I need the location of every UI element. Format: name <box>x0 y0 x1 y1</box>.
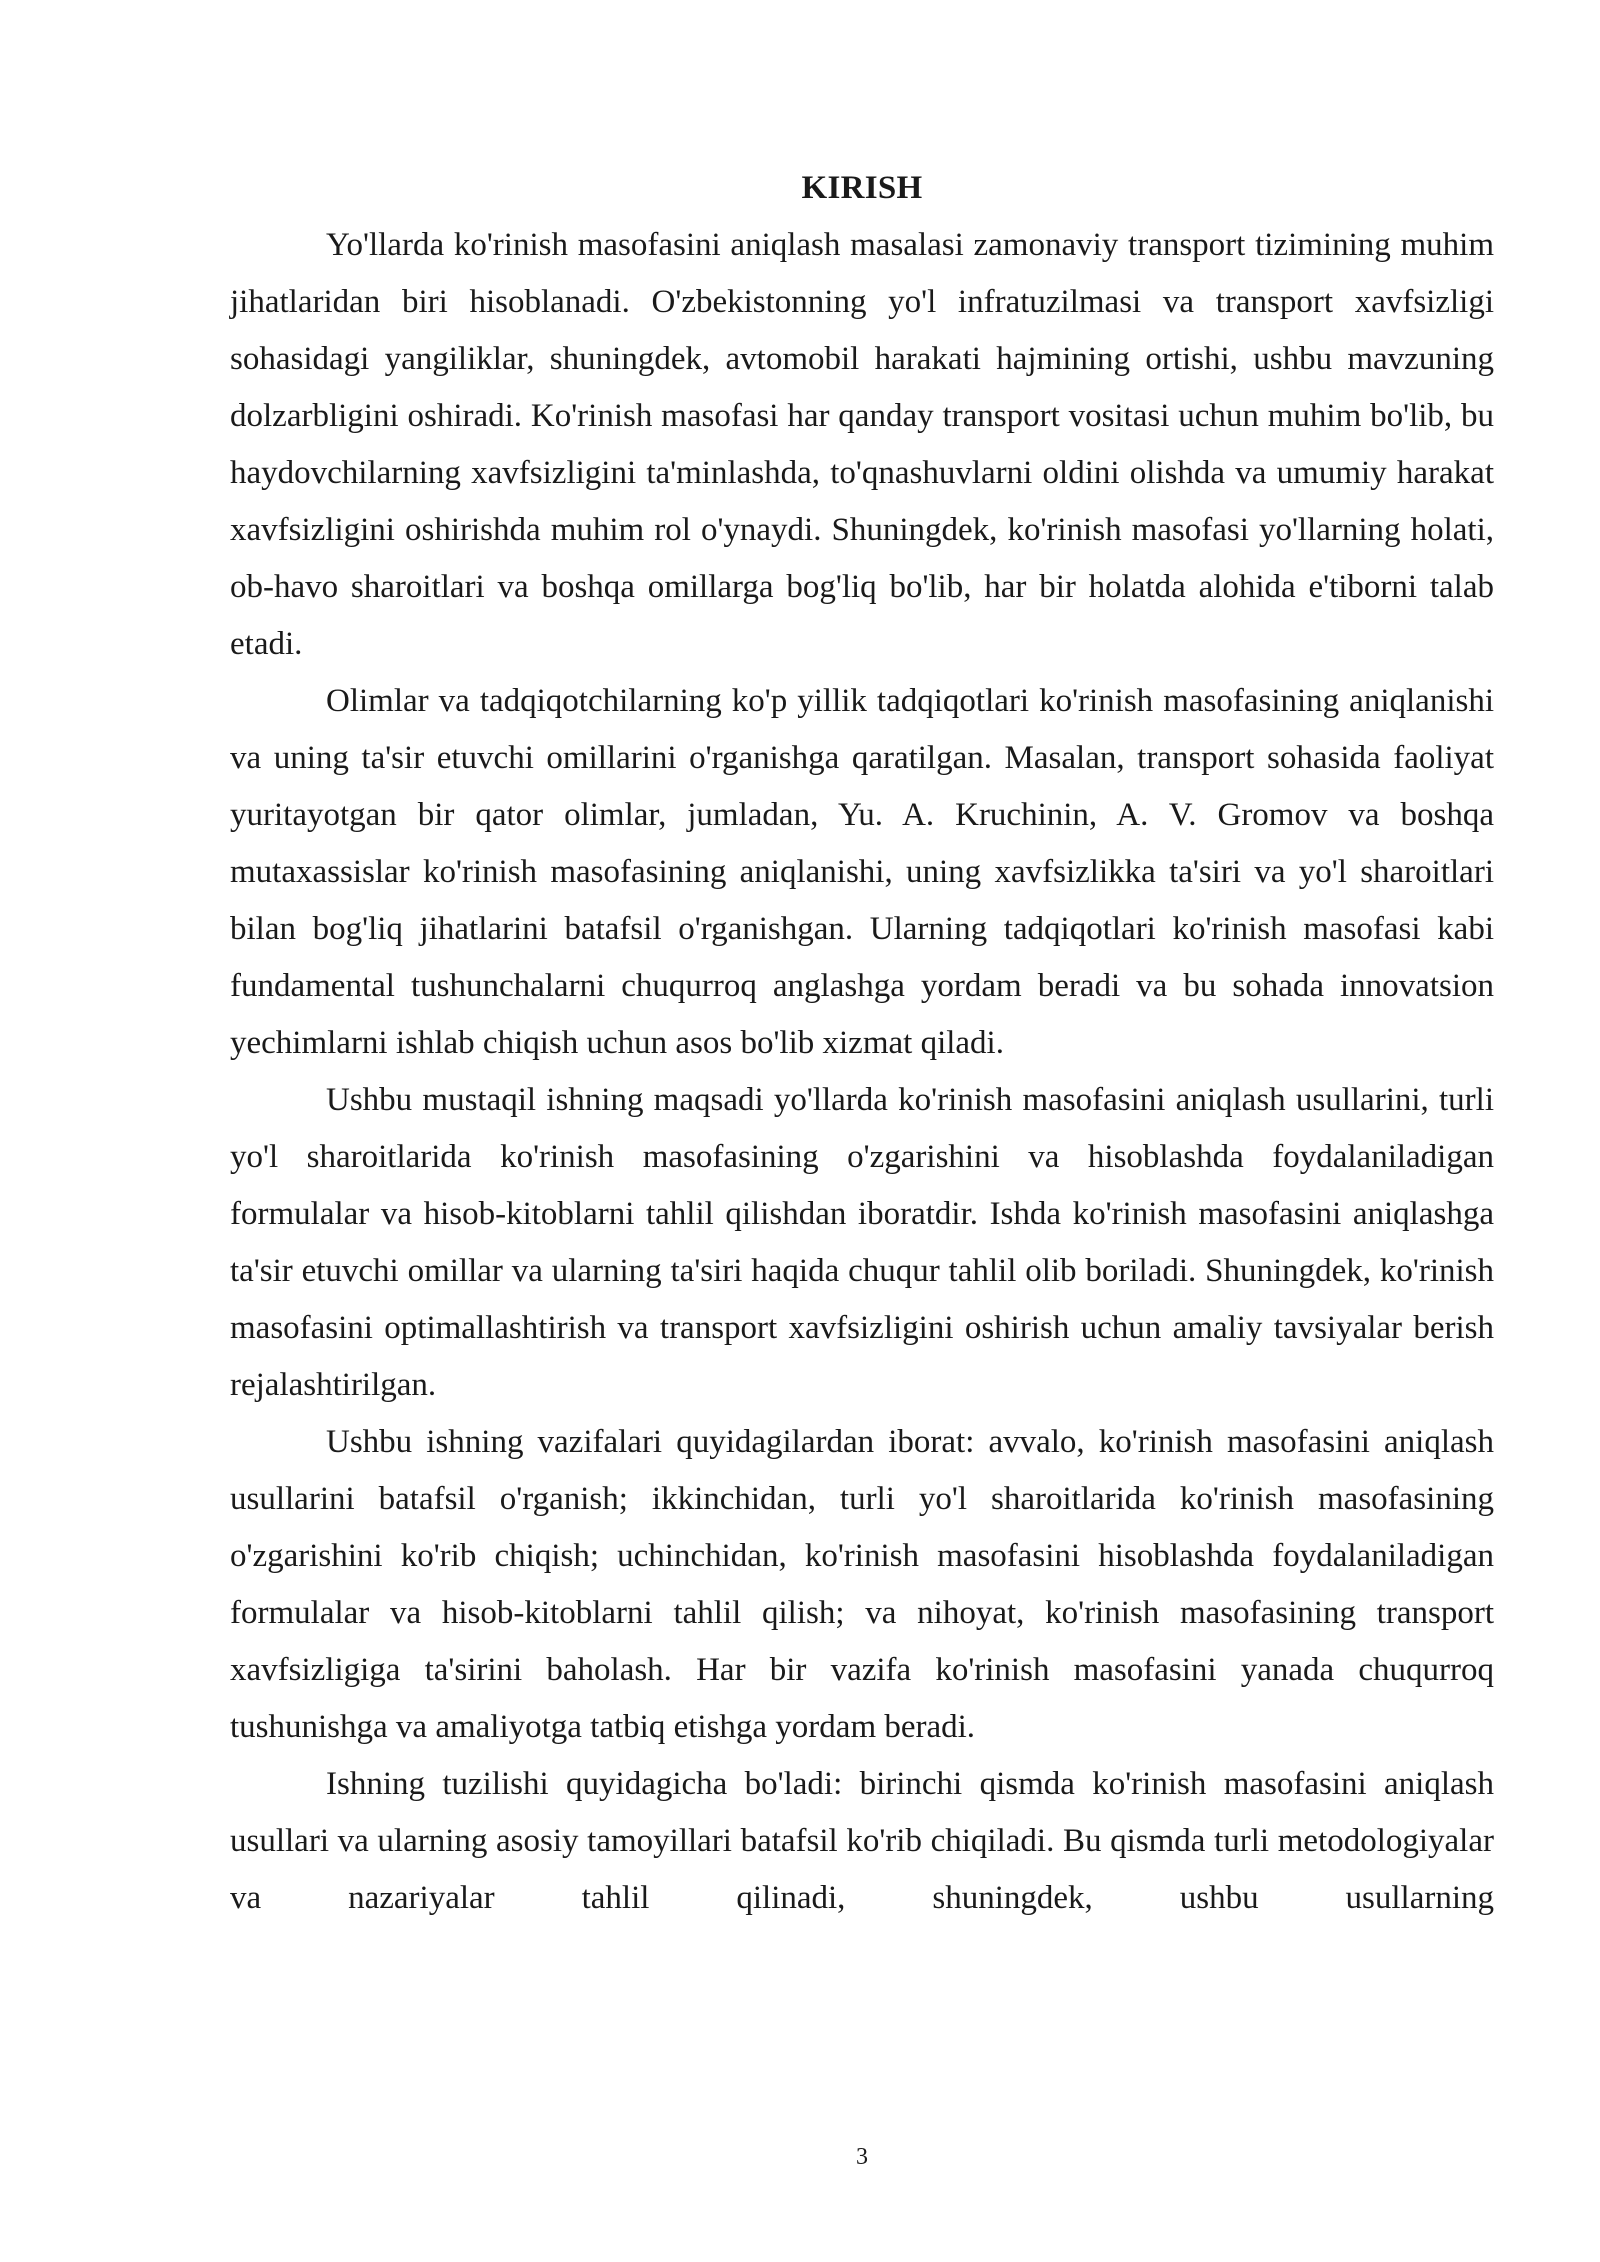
paragraph-researchers: Olimlar va tadqiqotchilarning ko'p yillik tadqiqotlari ko'rinish masofasining aniqlanishi va uning ta'sir etuvchi omillarini o'rganishga qaratilgan. Masalan, transport sohasida faoliyat yuritayotgan bir qator olimlar, jumladan, Yu. A. Kruchinin, A. V. Gromov va boshqa mutaxassislar ko'rinish masofasining aniqlanishi, uning xavfsizlikka ta'siri va yo'l sharoitlari bilan bog'liq jihatlarini batafsil o'rganishgan. Ularning tadqiqotlari ko'rinish masofasi kabi fundamental tushunchalarni chuqurroq anglashga yordam beradi va bu sohada innovatsion yechimlarni ishlab chiqish uchun asos bo'lib xizmat qiladi. <box>230 683 1494 1061</box>
paragraph-intro: Yo'llarda ko'rinish masofasini aniqlash masalasi zamonaviy transport tizimining muhim jihatlaridan biri hisoblanadi. O'zbekistonning yo'l infratuzilmasi va transport xavfsizligi sohasidagi yangiliklar, shuningdek, avtomobil harakati hajmining ortishi, ushbu mavzuning dolzarbligini oshiradi. Ko'rinish masofasi har qanday transport vositasi uchun muhim bo'lib, bu haydovchilarning xavfsizligini ta'minlashda, to'qnashuvlarni oldini olishda va umumiy harakat xavfsizligini oshirishda muhim rol o'ynaydi. Shuningdek, ko'rinish masofasi yo'llarning holati, ob-havo sharoitlari va boshqa omillarga bog'liq bo'lib, har bir holatda alohida e'tiborni talab etadi. <box>230 227 1494 662</box>
paragraph-goal: Ushbu mustaqil ishning maqsadi yo'llarda ko'rinish masofasini aniqlash usullarini, turli yo'l sharoitlarida ko'rinish masofasining o'zgarishini va hisoblashda foydalaniladigan formulalar va hisob-kitoblarni tahlil qilishdan iboratdir. Ishda ko'rinish masofasini aniqlashga ta'sir etuvchi omillar va ularning ta'siri haqida chuqur tahlil olib boriladi. Shuningdek, ko'rinish masofasini optimallashtirish va transport xavfsizligini oshirish uchun amaliy tavsiyalar berish rejalashtirilgan. <box>230 1082 1494 1403</box>
paragraph-tasks: Ushbu ishning vazifalari quyidagilardan iborat: avvalo, ko'rinish masofasini aniqlash usullarini batafsil o'rganish; ikkinchidan, turli yo'l sharoitlarida ko'rinish masofasining o'zgarishini ko'rib chiqish; uchinchidan, ko'rinish masofasini hisoblashda foydalaniladigan formulalar va hisob-kitoblarni tahlil qilish; va nihoyat, ko'rinish masofasining transport xavfsizligiga ta'sirini baholash. Har bir vazifa ko'rinish masofasini yanada chuqurroq tushunishga va amaliyotga tatbiq etishga yordam beradi. <box>230 1424 1494 1745</box>
page-content <box>230 160 1494 1927</box>
paragraph-structure: Ishning tuzilishi quyidagicha bo'ladi: birinchi qismda ko'rinish masofasini aniqlash usullari va ularning asosiy tamoyillari batafsil ko'rib chiqiladi. Bu qismda turli metodologiyalar va nazariyalar tahlil qilinadi, shuningdek, ushbu usullarning <box>230 1766 1494 1916</box>
page-number: 3 <box>856 2144 868 2170</box>
section-heading: KIRISH <box>801 170 923 206</box>
